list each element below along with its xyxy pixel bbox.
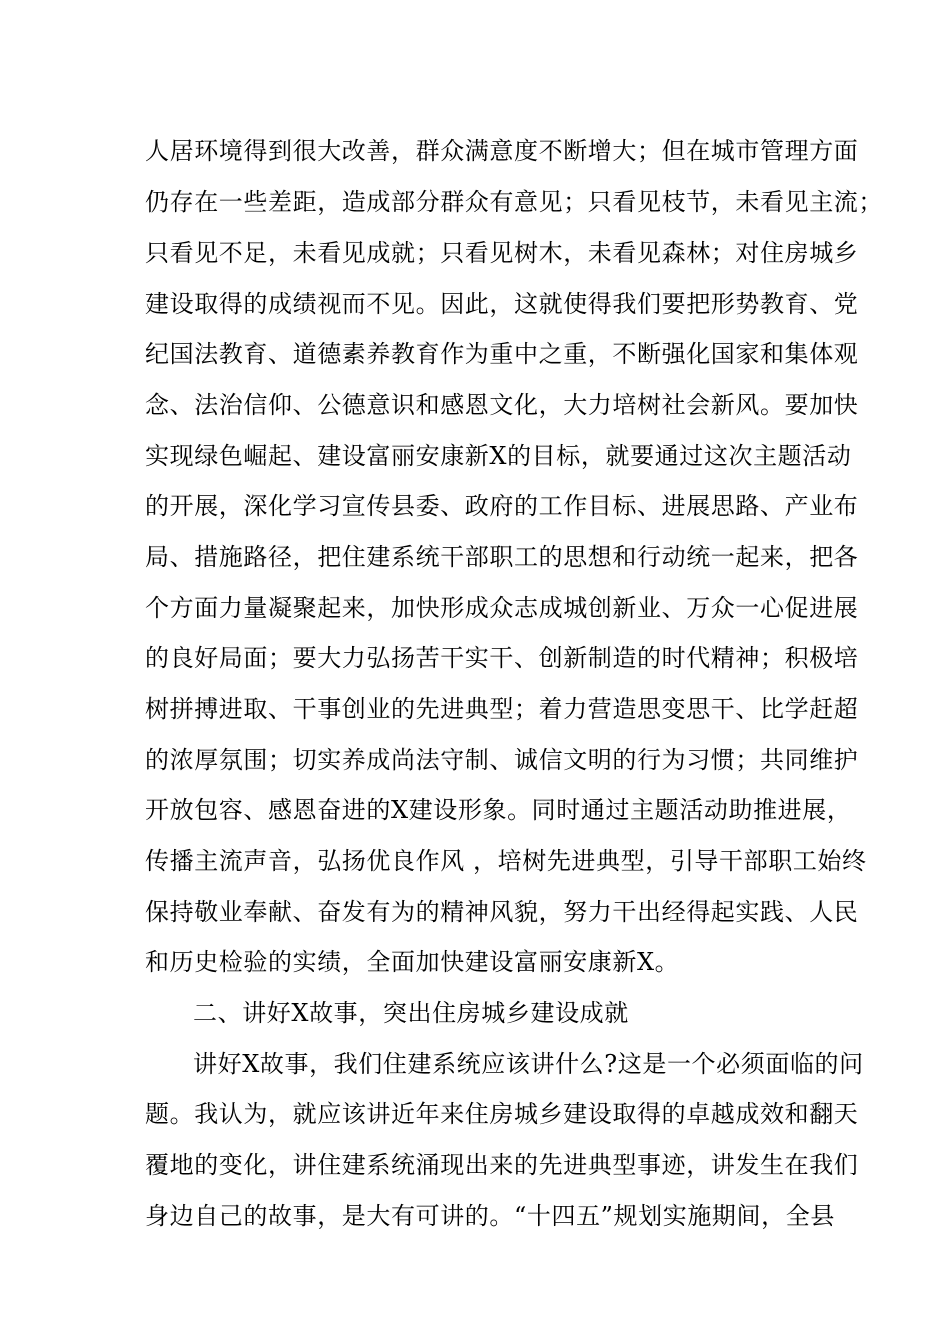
paragraph-line: 题。我认为，就应该讲近年来住房城乡建设取得的卓越成效和翻天 <box>145 1100 859 1128</box>
paragraph-line: 只看见不足，未看见成就；只看见树木，未看见森林；对住房城乡 <box>145 239 859 267</box>
paragraph-line: 和历史检验的实绩，全面加快建设富丽安康新X。 <box>145 948 680 976</box>
paragraph-line: 树拼搏进取、干事创业的先进典型；着力营造思变思干、比学赶超 <box>145 695 859 723</box>
paragraph-line: 身边自己的故事，是大有可讲的。“十四五”规划实施期间，全县 <box>145 1202 835 1230</box>
paragraph-line: 实现绿色崛起、建设富丽安康新X的目标，就要通过这次主题活动 <box>145 442 852 470</box>
paragraph-line: 仍存在一些差距，造成部分群众有意见；只看见枝节，未看见主流； <box>145 188 883 216</box>
paragraph-line: 个方面力量凝聚起来，加快形成众志成城创新业、万众一心促进展 <box>145 594 859 622</box>
paragraph-line: 开放包容、感恩奋进的X建设形象。同时通过主题活动助推进展， <box>145 796 852 824</box>
paragraph-line: 纪国法教育、道德素养教育作为重中之重，不断强化国家和集体观 <box>145 340 859 368</box>
paragraph-line: 的开展，深化学习宣传县委、政府的工作目标、进展思路、产业布 <box>145 492 859 520</box>
paragraph-line: 讲好X故事，我们住建系统应该讲什么?这是一个必须面临的问 <box>193 1050 864 1078</box>
paragraph-line: 覆地的变化，讲住建系统涌现出来的先进典型事迹，讲发生在我们 <box>145 1151 859 1179</box>
paragraph-line: 念、法治信仰、公德意识和感恩文化，大力培树社会新风。要加快 <box>145 391 859 419</box>
paragraph-line: 保持敬业奉献、奋发有为的精神风貌，努力干出经得起实践、人民 <box>145 898 859 926</box>
paragraph-line: 局、措施路径，把住建系统干部职工的思想和行动统一起来，把各 <box>145 543 859 571</box>
paragraph-line: 人居环境得到很大改善，群众满意度不断增大；但在城市管理方面 <box>145 137 859 165</box>
paragraph-line: 的浓厚氛围；切实养成尚法守制、诚信文明的行为习惯；共同维护 <box>145 746 859 774</box>
paragraph-line: 的良好局面；要大力弘扬苦干实干、创新制造的时代精神；积极培 <box>145 644 859 672</box>
paragraph-line: 传播主流声音，弘扬优良作风 ，培树先进典型，引导干部职工始终 <box>145 847 867 875</box>
section-heading: 二、讲好X故事，突出住房城乡建设成就 <box>193 999 629 1027</box>
paragraph-line: 建设取得的成绩视而不见。因此，这就使得我们要把形势教育、党 <box>145 290 859 318</box>
